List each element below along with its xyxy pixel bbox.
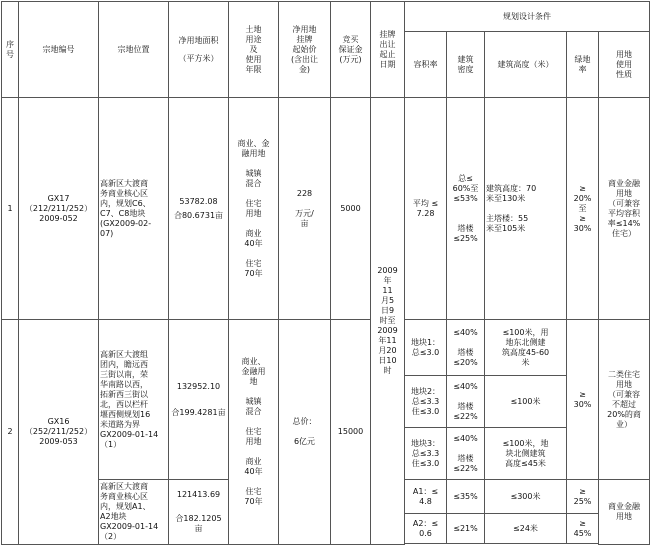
block1-height: ≤100米，用 地东北侧建 筑高度45-60 米 <box>485 320 567 376</box>
header-net-area-label: 净用地面积 <box>178 35 219 45</box>
header-parcel-id: 宗地编号 <box>19 2 99 98</box>
row2-location-a: 高新区大渡组 团内，瞻远西 三街以南，荣 华南路以西， 拓新西三街以 北，西以栏杆 堰西侧规划16 米道路为界 GX2009-01-14 （1） <box>99 320 169 480</box>
block1-far: 地块1： 总≤3.0 <box>405 320 447 376</box>
header-use-nature: 用地 使用 性质 <box>599 32 650 98</box>
period-cell: 2009 年 11 月5 日9 时至 2009 年11 月20 日10 时 <box>371 98 405 545</box>
row2-start-price: 总价： 6亿元 <box>279 320 331 545</box>
blank-far <box>405 544 447 545</box>
row1-far: 平均 ≤ 7.28 <box>405 98 447 320</box>
row1-net-area-mu: 合80.6731亩 <box>173 210 224 220</box>
row2-seq: 2 <box>2 320 19 545</box>
row2-green-a: ≥ 30% <box>567 320 599 480</box>
row1-start-price: 228 万元/ 亩 <box>279 98 331 320</box>
blank-density <box>447 544 485 545</box>
block3-height: ≤100米，地 块北侧建筑 高度≤45米 <box>485 428 567 480</box>
row1-deposit: 5000 <box>331 98 371 320</box>
row2-net-area-a-mu: 合199.4281亩 <box>171 407 226 417</box>
blockA1-density: ≤35% <box>447 480 485 514</box>
row1-seq: 1 <box>2 98 19 320</box>
blank-green <box>567 544 599 545</box>
blockA2-density: ≤21% <box>447 514 485 544</box>
row2-use-nature-b: 商业金融 用地 <box>599 480 650 545</box>
header-far: 容积率 <box>405 32 447 98</box>
block1-density: ≤40% 塔楼 ≤20% <box>447 320 485 376</box>
header-deposit: 竞买 保证金 (万元) <box>331 2 371 98</box>
blockA2-far: A2：≤ 0.6 <box>405 514 447 544</box>
table-row <box>2 320 650 376</box>
header-height: 建筑高度（米） <box>485 32 567 98</box>
header-start-price: 净用地 挂牌 起始价 (含出让 金) <box>279 2 331 98</box>
row1-location: 高新区大渡商 务商业核心区 内，规划C6、 C7、C8地块 (GX2009-02- 07) <box>99 98 169 320</box>
header-net-area-unit: （平方米） <box>178 53 219 63</box>
row2-net-area-b-mu: 合182.1205 亩 <box>175 513 222 533</box>
blockA1-height: ≤300米 <box>485 480 567 514</box>
block2-density: ≤40% 塔楼 ≤22% <box>447 376 485 428</box>
row1-density: 总≤ 60%至 ≤53% 塔楼 ≤25% <box>447 98 485 320</box>
row2-net-area-b-sqm: 121413.69 <box>176 489 221 499</box>
row1-net-area-sqm: 53782.08 <box>179 196 218 206</box>
land-auction-table <box>1 1 650 545</box>
block2-height: ≤100米 <box>485 376 567 428</box>
header-seq: 序 号 <box>2 2 19 98</box>
blockA2-height: ≤24米 <box>485 514 567 544</box>
row1-green: ≥ 20% 至 ≥ 30% <box>567 98 599 320</box>
blank-height <box>485 544 567 545</box>
block3-density: ≤40% 塔楼 ≤22% <box>447 428 485 480</box>
table-row <box>2 98 650 320</box>
row2-net-area-a <box>169 320 229 480</box>
header-density: 建筑 密度 <box>447 32 485 98</box>
row1-net-area <box>169 98 229 320</box>
row2-parcel-id: GX16 （252/211/252） 2009-053 <box>19 320 99 545</box>
row2-net-area-b <box>169 480 229 545</box>
row2-use-nature-a: 二类住宅 用地 （可兼容 不超过 20%的商 业） <box>599 320 650 480</box>
block3-far: 地块3： 总≤3.3 住≤3.0 <box>405 428 447 480</box>
header-green: 绿地 率 <box>567 32 599 98</box>
row2-green-b2: ≥ 45% <box>567 514 599 544</box>
block2-far: 地块2： 总≤3.3 住≤3.0 <box>405 376 447 428</box>
header-net-area <box>169 2 229 98</box>
row2-green-b1: ≥ 25% <box>567 480 599 514</box>
row2-net-area-a-sqm: 132952.10 <box>176 381 221 391</box>
row1-land-use: 商业、金 融用地 城镇 混合 住宅 用地 商业 40年 住宅 70年 <box>229 98 279 320</box>
header-period: 挂牌 出让 起止 日期 <box>371 2 405 98</box>
row1-height: 建筑高度：70 米至130米 主塔楼：55 米至105米 <box>485 98 567 320</box>
row1-use-nature: 商业金融 用地 （可兼容 平均容积 率≤14% 住宅） <box>599 98 650 320</box>
row1-parcel-id: GX17 （212/211/252） 2009-052 <box>19 98 99 320</box>
row2-land-use: 商业、 金融用 地 城镇 混合 住宅 用地 商业 40年 住宅 70年 <box>229 320 279 545</box>
header-location: 宗地位置 <box>99 2 169 98</box>
header-land-use: 土地 用途 及 使用 年限 <box>229 2 279 98</box>
row2-deposit: 15000 <box>331 320 371 545</box>
header-planning: 规划设计条件 <box>405 2 650 32</box>
blockA1-far: A1：≤ 4.8 <box>405 480 447 514</box>
row2-location-b: 高新区大渡商 务商业核心区 内，规划A1、 A2地块 GX2009-01-14 （2） <box>99 480 169 545</box>
